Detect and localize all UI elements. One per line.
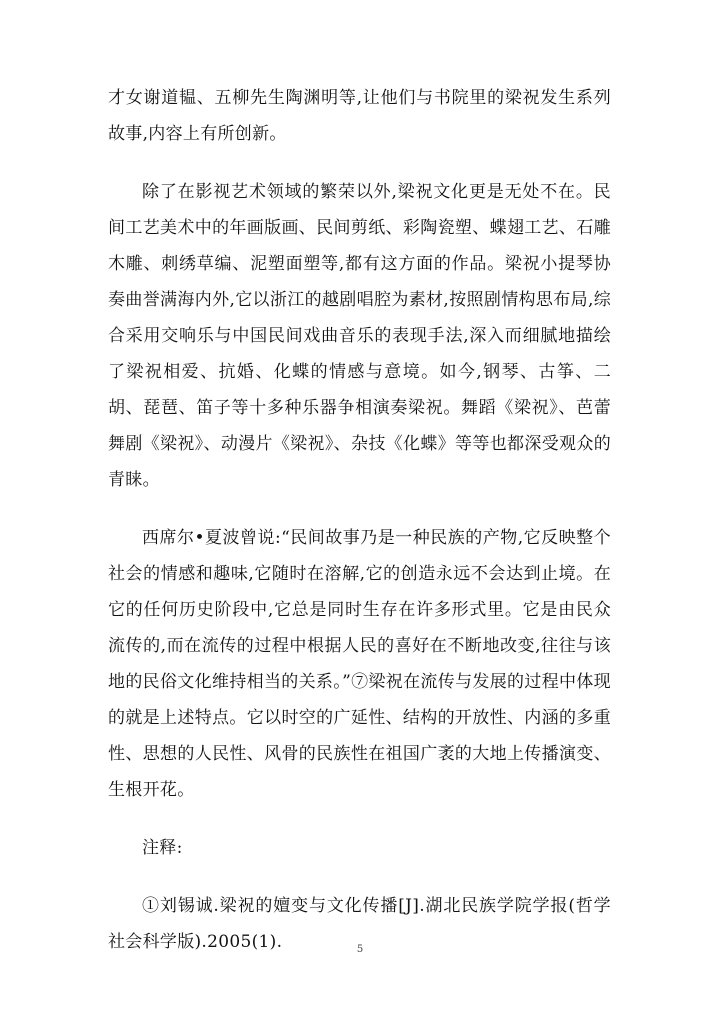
notes-heading: 注释: <box>142 838 183 858</box>
note-1: ①刘锡诚.梁祝的嬗变与文化传播[J].湖北民族学院学报(哲学社会科学版).2005(1). <box>108 896 611 952</box>
paragraph-continuation: 才女谢道韫、五柳先生陶渊明等,让他们与书院里的梁祝发生系列故事,内容上有所创新。 <box>108 88 611 144</box>
page-number: 5 <box>356 944 364 955</box>
document-body <box>108 80 611 982</box>
paragraph-folk-art: 除了在影视艺术领域的繁荣以外,梁祝文化更是无处不在。民间工艺美术中的年画版画、民间剪纸、彩陶瓷塑、蝶翅工艺、石雕木雕、刺绣草编、泥塑面塑等,都有这方面的作品。梁祝小提琴协奏曲誉满海内外,它以浙江的越剧唱腔为素材,按照剧情构思布局,综合采用交响乐与中国民间戏曲音乐的表现手法,深入而细腻地描绘了梁祝相爱、抗婚、化蝶的情感与意境。如今,钢琴、古筝、二胡、琵琶、笛子等十多种乐器争相演奏梁祝。舞蹈《梁祝》、芭蕾舞剧《梁祝》、动漫片《梁祝》、杂技《化蝶》等等也都深受观众的青睐。 <box>108 182 611 490</box>
paragraph-quote: 西席尔•夏波曾说:“民间故事乃是一种民族的产物,它反映整个社会的情感和趣味,它随时在溶解,它的创造永远不会达到止境。在它的任何历史阶段中,它总是同时生存在许多形式里。它是由民众流传的,而在流传的过程中根据人民的喜好在不断地改变,往往与该地的民俗文化维持相当的关系。”⑦梁祝在流传与发展的过程中体现的就是上述特点。它以时空的广延性、结构的开放性、内涵的多重性、思想的人民性、风骨的民族性在祖国广袤的大地上传播演变、生根开花。 <box>108 528 611 800</box>
